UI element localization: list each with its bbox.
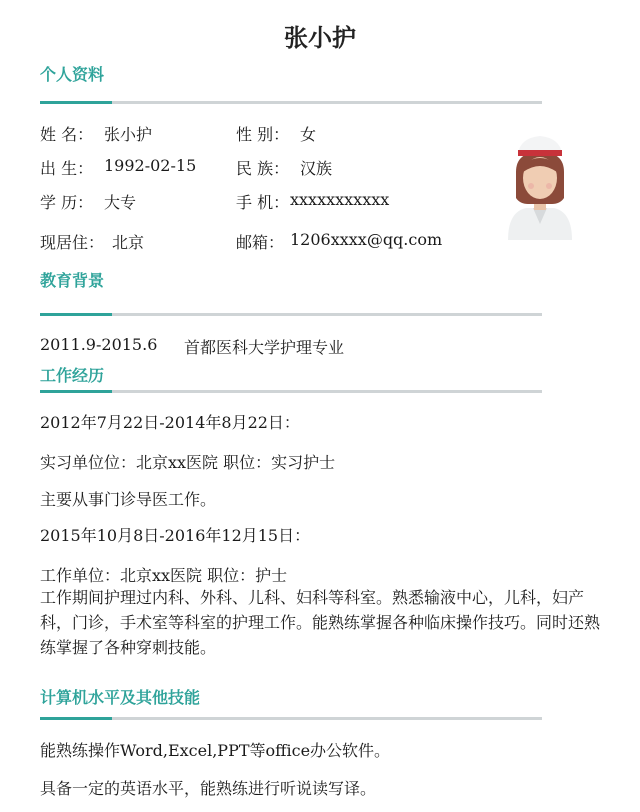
section-title-education: 教育背景 <box>40 271 105 290</box>
skills-line-2: 具备一定的英语水平，能熟练进行听说读写译。 <box>40 779 377 798</box>
birth-label: 出 生： <box>40 159 94 178</box>
section-divider-work <box>40 390 542 393</box>
section-divider-education <box>40 313 542 316</box>
job2-unit: 工作单位：北京xx医院 职位：护士 <box>40 566 288 585</box>
education-level-label: 学 历： <box>40 193 94 212</box>
job2-period: 2015年10月8日-2016年12月15日： <box>40 526 311 545</box>
education-detail: 首都医科大学护理专业 <box>184 338 345 357</box>
education-level-value: 大专 <box>104 193 137 212</box>
name-value: 张小护 <box>104 125 153 144</box>
job1-description: 主要从事门诊导医工作。 <box>40 490 217 509</box>
section-divider-skills <box>40 717 542 720</box>
ethnicity-label: 民 族： <box>236 159 290 178</box>
job1-unit: 实习单位位：北京xx医院 职位：实习护士 <box>40 453 336 472</box>
residence-value: 北京 <box>112 233 145 252</box>
phone-value: xxxxxxxxxxx <box>290 190 390 209</box>
section-divider-personal <box>40 101 542 104</box>
job2-description: 工作期间护理过内科、外科、儿科、妇科等科室。熟悉输液中心，儿科，妇产科，门诊，手术室等科室的护理工作。能熟练掌握各种临床操作技巧。同时还熟练掌握了各种穿刺技能。 <box>40 588 601 657</box>
section-title-personal: 个人资料 <box>40 65 105 84</box>
email-value: 1206xxxx@qq.com <box>290 230 443 249</box>
birth-value: 1992-02-15 <box>104 156 197 175</box>
name-label: 姓 名： <box>40 125 94 144</box>
section-title-skills: 计算机水平及其他技能 <box>40 688 201 707</box>
gender-label: 性 别： <box>236 125 290 144</box>
ethnicity-value: 汉族 <box>300 159 333 178</box>
phone-label: 手 机： <box>236 193 290 212</box>
job1-period: 2012年7月22日-2014年8月22日： <box>40 413 300 432</box>
gender-value: 女 <box>300 125 317 144</box>
education-period: 2011.9-2015.6 <box>40 335 158 354</box>
email-label: 邮箱： <box>236 233 285 252</box>
resume-name-title: 张小护 <box>284 24 356 52</box>
residence-label: 现居住： <box>40 233 105 252</box>
nurse-avatar-icon <box>504 132 576 240</box>
section-title-work: 工作经历 <box>40 366 105 385</box>
skills-line-1: 能熟练操作Word,Excel,PPT等office办公软件。 <box>40 741 391 760</box>
